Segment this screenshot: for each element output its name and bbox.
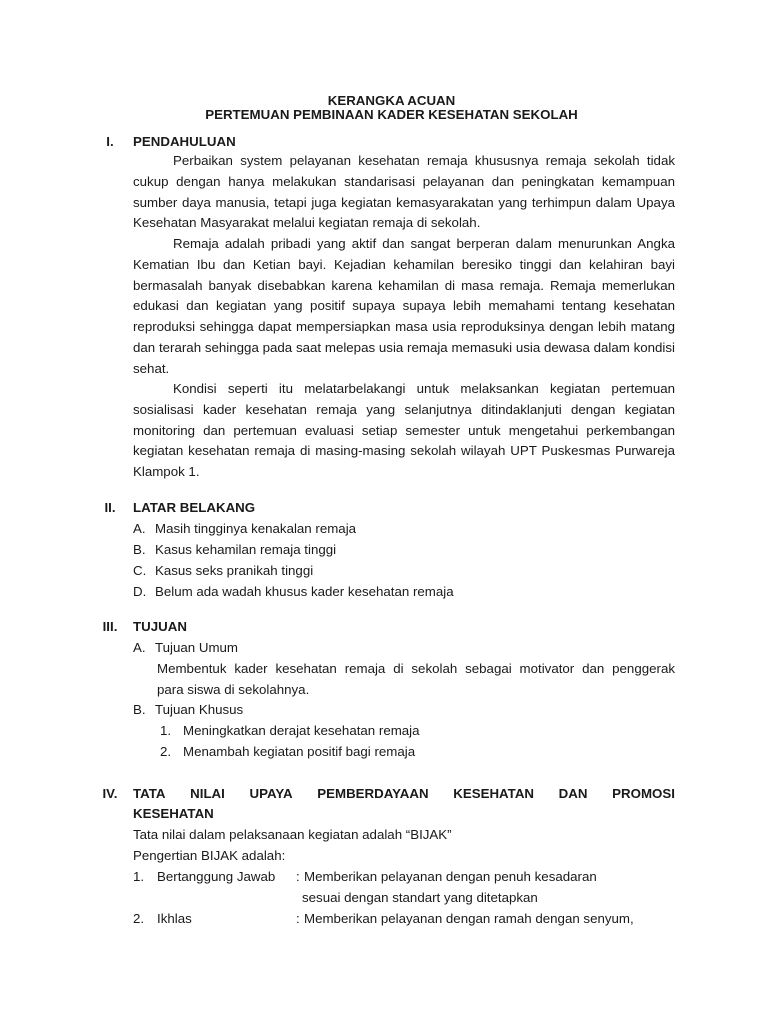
section-title	[133, 784, 675, 805]
heading-word: UPAYA	[249, 786, 293, 801]
section-title: TUJUAN	[133, 619, 187, 634]
list-marker: A.	[133, 640, 146, 655]
section-title: PENDAHULUAN	[133, 134, 236, 149]
list-item: Belum ada wadah khusus kader kesehatan remaja	[155, 584, 454, 599]
section-title: LATAR BELAKANG	[133, 500, 256, 515]
value-description: Memberikan pelayanan dengan ramah dengan senyum,	[304, 911, 634, 926]
definition-label: Pengertian BIJAK adalah:	[133, 848, 286, 863]
list-item: Meningkatkan derajat kesehatan remaja	[183, 723, 420, 738]
list-item: Menambah kegiatan positif bagi remaja	[183, 744, 416, 759]
subsection-label: Tujuan Khusus	[155, 702, 244, 717]
paragraph: Kondisi seperti itu melatarbelakangi untuk melaksankan kegiatan pertemuan sosialisasi kader kesehatan remaja yang selanjutnya ditindaklanjuti dengan kegiatan monitoring dan pertemuan evaluasi setiap semester untuk mengetahui perkembangan kegiatan kesehatan remaja di masing-masing sekolah wilayah UPT Puskesmas Purwareja Klampok 1.	[133, 381, 675, 480]
heading-word: DAN	[558, 786, 588, 801]
list-marker: B.	[133, 542, 146, 557]
goal-text-line: para siswa di sekolahnya.	[157, 682, 310, 697]
heading-word: KESEHATAN	[453, 786, 535, 801]
section-number: IV.	[102, 786, 118, 801]
document-subtitle: PERTEMUAN PEMBINAAN KADER KESEHATAN SEKOLAH	[205, 107, 578, 122]
section-number: I.	[106, 134, 114, 149]
value-description: Memberikan pelayanan dengan penuh kesadaran	[304, 869, 597, 884]
list-marker: D.	[133, 584, 147, 599]
paragraph: Remaja adalah pribadi yang aktif dan sangat berperan dalam menurunkan Angka Kematian Ibu dan Ketian bayi. Kejadian kehamilan beresiko tinggi dan kelahiran bayi bermasalah banyak disebabkan karena kehamilan di masa remaja. Remaja memerlukan edukasi dan kegiatan yang positif supaya supaya lebih memahami tentang kesehatan reproduksi sehingga dapat mempersiapkan masa usia reproduksinya dengan lebih matang dan terarah sehingga pada saat melepas usia remaja memasuki usia dewasa dalam kondisi sehat.	[133, 236, 675, 376]
subsection-label: Tujuan Umum	[155, 640, 239, 655]
section-heading-pendahuluan	[0, 132, 768, 153]
section-heading-latar-belakang	[0, 498, 768, 519]
list-marker: C.	[133, 563, 147, 578]
heading-word: NILAI	[190, 786, 225, 801]
list-item: Kasus kehamilan remaja tinggi	[155, 542, 337, 557]
heading-word: PROMOSI	[612, 786, 675, 801]
value-term: Ikhlas	[157, 911, 192, 926]
list-marker: 1.	[133, 869, 145, 884]
section-number: II.	[104, 500, 116, 515]
section-number: III.	[102, 619, 118, 634]
document-title: KERANGKA ACUAN	[327, 93, 456, 108]
paragraph: Perbaikan system pelayanan kesehatan remaja khususnya remaja sekolah tidak cukup dengan hanya melakukan standarisasi pelayanan dan peningkatan kemampuan sumber daya manusia, tetapi juga kegiatan kemasyarakatan yang terhimpun dalam Upaya Kesehatan Masyarakat melalui kegiatan remaja di sekolah.	[133, 153, 675, 231]
value-colon: :	[296, 911, 300, 926]
list-item: Masih tingginya kenakalan remaja	[155, 521, 357, 536]
value-description: sesuai dengan standart yang ditetapkan	[302, 890, 538, 905]
list-marker: B.	[133, 702, 146, 717]
section-title-line-2: KESEHATAN	[133, 806, 214, 821]
goal-text-line: Membentuk kader kesehatan remaja di sekolah sebagai motivator dan penggerak	[157, 661, 675, 676]
intro-text: Tata nilai dalam pelaksanaan kegiatan adalah “BIJAK”	[133, 827, 452, 842]
list-marker: 2.	[133, 911, 145, 926]
list-marker: A.	[133, 521, 146, 536]
list-item: Kasus seks pranikah tinggi	[155, 563, 314, 578]
value-colon: :	[296, 869, 300, 884]
section-heading-tujuan	[0, 617, 768, 638]
value-term: Bertanggung Jawab	[157, 869, 276, 884]
list-marker: 1.	[160, 723, 172, 738]
heading-word: PEMBERDAYAAN	[317, 786, 429, 801]
list-marker: 2.	[160, 744, 172, 759]
heading-word: TATA	[133, 786, 166, 801]
